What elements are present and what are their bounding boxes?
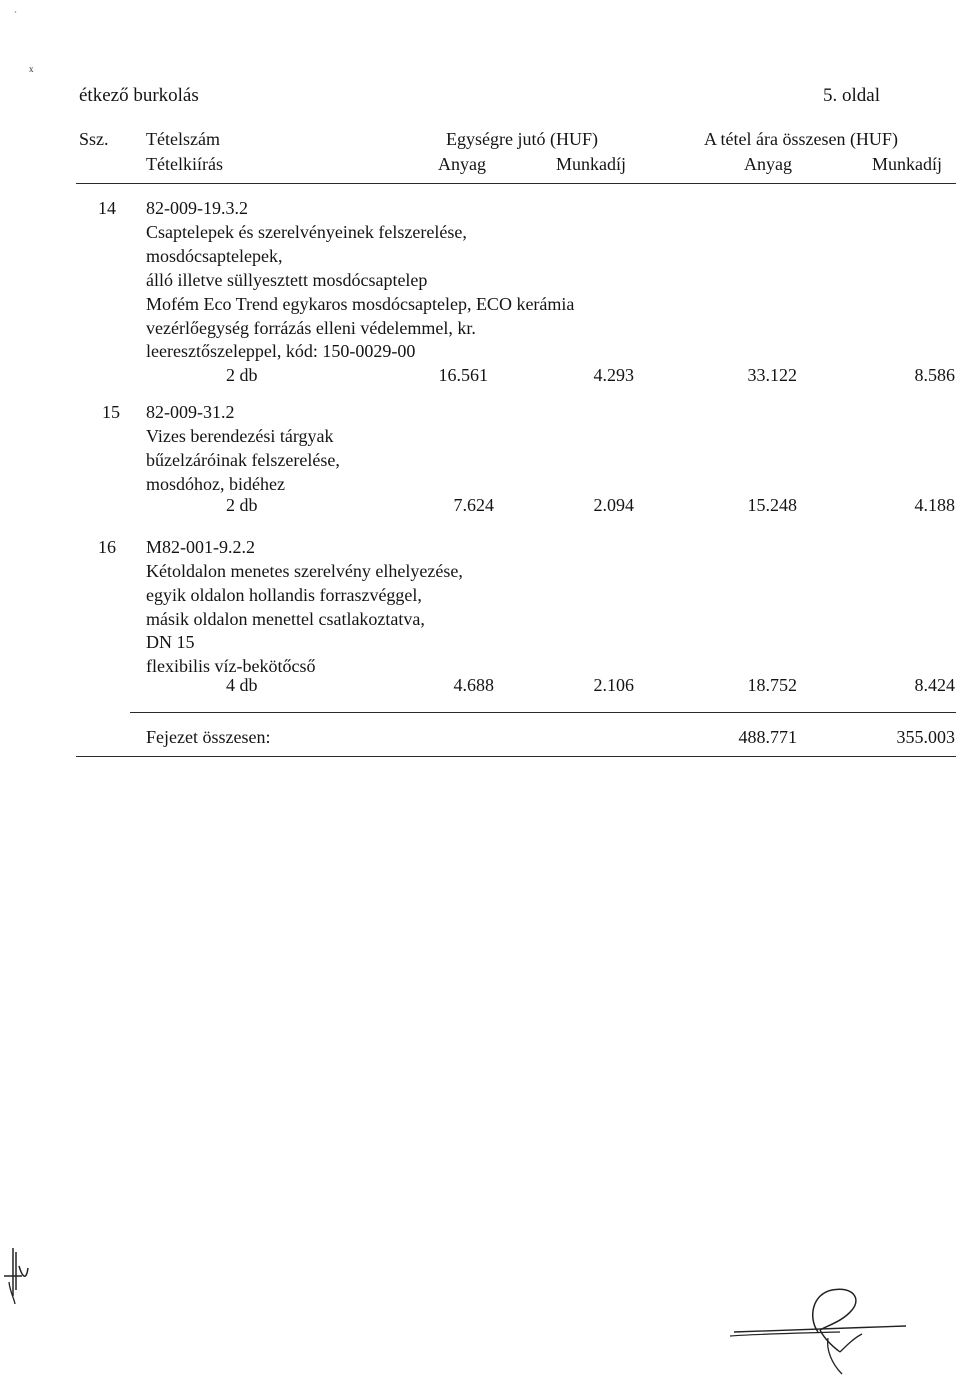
total-munkadij-value: 8.586: [914, 365, 955, 385]
column-header-total-price: A tétel ára összesen (HUF): [704, 129, 898, 149]
item-description-line: mosdóhoz, bidéhez: [146, 474, 285, 494]
unit-munkadij-value: 2.094: [593, 495, 634, 515]
item-description-line: álló illetve süllyesztett mosdócsaptelep: [146, 270, 428, 290]
item-description-line: bűzelzáróinak felszerelése,: [146, 450, 340, 470]
initial-mark: [0, 1246, 30, 1306]
item-number: 16: [98, 537, 116, 557]
header-divider: [76, 183, 956, 184]
item-description-line: flexibilis víz-bekötőcső: [146, 656, 316, 676]
column-header-total-munkadij: Munkadíj: [872, 154, 942, 174]
item-number: 14: [98, 198, 116, 218]
total-anyag-value: 33.122: [747, 365, 797, 385]
summary-bottom-rule: [76, 756, 956, 757]
item-description-line: mosdócsaptelepek,: [146, 246, 283, 266]
summary-top-rule: [130, 712, 956, 713]
scan-speck: `: [14, 10, 17, 20]
column-header-ssz: Ssz.: [79, 129, 109, 149]
unit-munkadij-value: 4.293: [593, 365, 634, 385]
total-munkadij-value: 4.188: [914, 495, 955, 515]
column-header-unit-anyag: Anyag: [438, 154, 486, 174]
item-description-line: másik oldalon menettel csatlakoztatva,: [146, 609, 425, 629]
unit-munkadij-value: 2.106: [593, 675, 634, 695]
item-code: 82-009-19.3.2: [146, 198, 248, 218]
item-description-line: egyik oldalon hollandis forraszvéggel,: [146, 585, 422, 605]
item-description-line: leeresztőszeleppel, kód: 150-0029-00: [146, 341, 416, 361]
total-anyag-value: 18.752: [747, 675, 797, 695]
item-code: 82-009-31.2: [146, 402, 235, 422]
scan-speck: x: [29, 64, 34, 74]
item-description-line: Csaptelepek és szerelvényeinek felszerelése,: [146, 222, 467, 242]
item-description-line: Mofém Eco Trend egykaros mosdócsaptelep, ECO kerámia: [146, 294, 575, 314]
column-header-unit-price: Egységre jutó (HUF): [446, 129, 598, 149]
item-number: 15: [102, 402, 120, 422]
signature: [728, 1280, 910, 1378]
total-anyag-value: 15.248: [747, 495, 797, 515]
chapter-total-anyag: 488.771: [738, 727, 797, 747]
unit-anyag-value: 7.624: [453, 495, 494, 515]
column-header-tetelszam: Tételszám: [146, 129, 220, 149]
item-quantity: 2 db: [226, 495, 258, 515]
item-quantity: 4 db: [226, 675, 258, 695]
item-description-line: Kétoldalon menetes szerelvény elhelyezése,: [146, 561, 463, 581]
page-number: 5. oldal: [823, 85, 880, 106]
chapter-total-munkadij: 355.003: [896, 727, 955, 747]
item-description-line: vezérlőegység forrázás elleni védelemmel, kr.: [146, 318, 476, 338]
item-description-line: DN 15: [146, 632, 195, 652]
item-code: M82-001-9.2.2: [146, 537, 255, 557]
item-description-line: Vizes berendezési tárgyak: [146, 426, 334, 446]
column-header-unit-munkadij: Munkadíj: [556, 154, 626, 174]
unit-anyag-value: 4.688: [453, 675, 494, 695]
item-quantity: 2 db: [226, 365, 258, 385]
column-header-total-anyag: Anyag: [744, 154, 792, 174]
unit-anyag-value: 16.561: [438, 365, 488, 385]
chapter-total-label: Fejezet összesen:: [146, 727, 271, 747]
total-munkadij-value: 8.424: [914, 675, 955, 695]
column-header-tetelkiiras: Tételkiírás: [146, 154, 223, 174]
document-title: étkező burkolás: [79, 85, 199, 106]
